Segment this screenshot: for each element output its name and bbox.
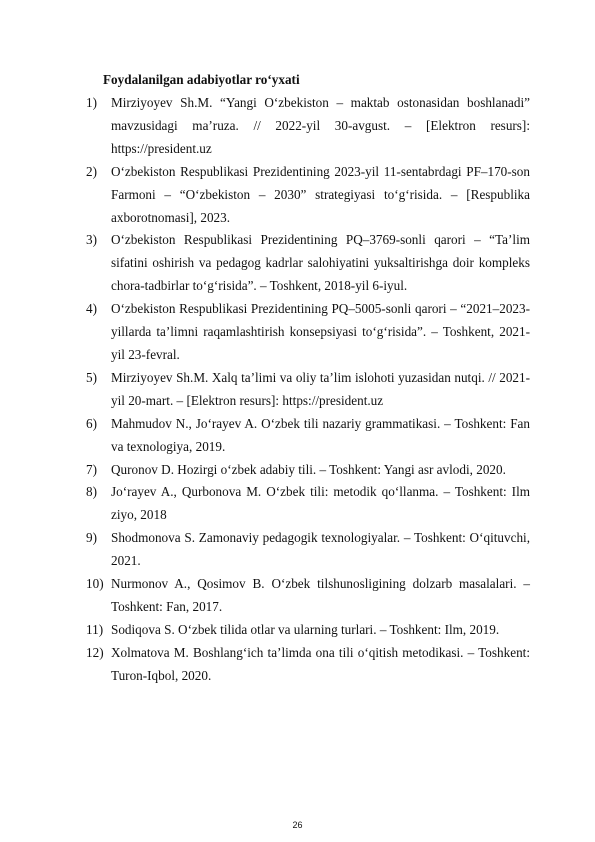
reference-number: 11)	[86, 621, 104, 637]
reference-number: 2)	[86, 163, 97, 179]
reference-item	[86, 573, 530, 619]
reference-number: 6)	[86, 415, 97, 431]
reference-item	[86, 619, 530, 642]
reference-text: Mahmudov N., Jo‘rayev A. O‘zbek tili nazariy grammatikasi. – Toshkent: Fan va texnologiya, 2019.	[111, 415, 530, 454]
reference-number: 5)	[86, 369, 97, 385]
reference-number: 10)	[86, 576, 104, 592]
reference-item	[86, 413, 530, 459]
reference-number: 4)	[86, 301, 97, 317]
reference-text: O‘zbekiston Respublikasi Prezidentining PQ–5005-sonli qarori – “2021–2023-yillarda ta’limni raqamlashtirish konsepsiyasi to‘g‘risida”. – Toshkent, 2021-yil 23-fevral.	[111, 301, 530, 362]
reference-number: 7)	[86, 461, 97, 477]
reference-text: Jo‘rayev A., Qurbonova M. O‘zbek tili: metodik qo‘llanma. – Toshkent: Ilm ziyo, 2018	[111, 484, 530, 523]
reference-item	[86, 92, 530, 161]
reference-item	[86, 527, 530, 573]
reference-item	[86, 642, 530, 688]
reference-text: Mirziyoyev Sh.M. “Yangi O‘zbekiston – maktab ostonasidan boshlanadi” mavzusidagi ma’ruza. // 2022-yil 30-avgust. – [Elektron resurs]: https://president.uz	[111, 95, 530, 156]
page-number: 26	[292, 820, 303, 830]
reference-text: O‘zbekiston Respublikasi Prezidentining 2023-yil 11-sentabrdagi PF–170-son Farmoni – “O‘zbekiston – 2030” strategiyasi to‘g‘risida. – [Respublika axborotnomasi], 2023.	[111, 163, 530, 225]
reference-item	[86, 459, 530, 482]
reference-number: 8)	[86, 484, 97, 500]
reference-text: Xolmatova M. Boshlang‘ich ta’limda ona tili o‘qitish metodikasi. – Toshkent: Turon-Iqbol, 2020.	[111, 644, 530, 683]
reference-item	[86, 229, 530, 298]
reference-text: Quronov D. Hozirgi o‘zbek adabiy tili. – Toshkent: Yangi asr avlodi, 2020.	[111, 461, 506, 477]
reference-text: O‘zbekiston Respublikasi Prezidentining PQ–3769-sonli qarori – “Ta’lim sifatini oshirish va pedagog kadrlar salohiyatini yuksaltirishga doir kompleks chora-tadbirlar to‘g‘risida”. – Toshkent, 2018-yil 6-iyul.	[111, 232, 530, 294]
reference-item	[86, 481, 530, 527]
reference-text: Shodmonova S. Zamonaviy pedagogik texnologiyalar. – Toshkent: O‘qituvchi, 2021.	[111, 530, 530, 569]
reference-number: 9)	[86, 530, 97, 546]
references-heading: Foydalanilgan adabiyotlar ro‘yxati	[103, 72, 300, 87]
reference-number: 12)	[86, 644, 104, 660]
reference-number: 1)	[86, 95, 97, 110]
reference-text: Sodiqova S. O‘zbek tilida otlar va ularning turlari. – Toshkent: Ilm, 2019.	[111, 621, 500, 637]
reference-item	[86, 161, 530, 230]
reference-item	[86, 367, 530, 413]
reference-item	[86, 298, 530, 367]
references-list	[86, 92, 530, 688]
reference-text: Nurmonov A., Qosimov B. O‘zbek tilshunosligining dolzarb masalalari. – Toshkent: Fan, 2017.	[111, 576, 530, 614]
reference-number: 3)	[86, 232, 97, 248]
reference-text: Mirziyoyev Sh.M. Xalq ta’limi va oliy ta’lim islohoti yuzasidan nutqi. // 2021-yil 20-mart. – [Elektron resurs]: https://president.uz	[111, 369, 530, 408]
